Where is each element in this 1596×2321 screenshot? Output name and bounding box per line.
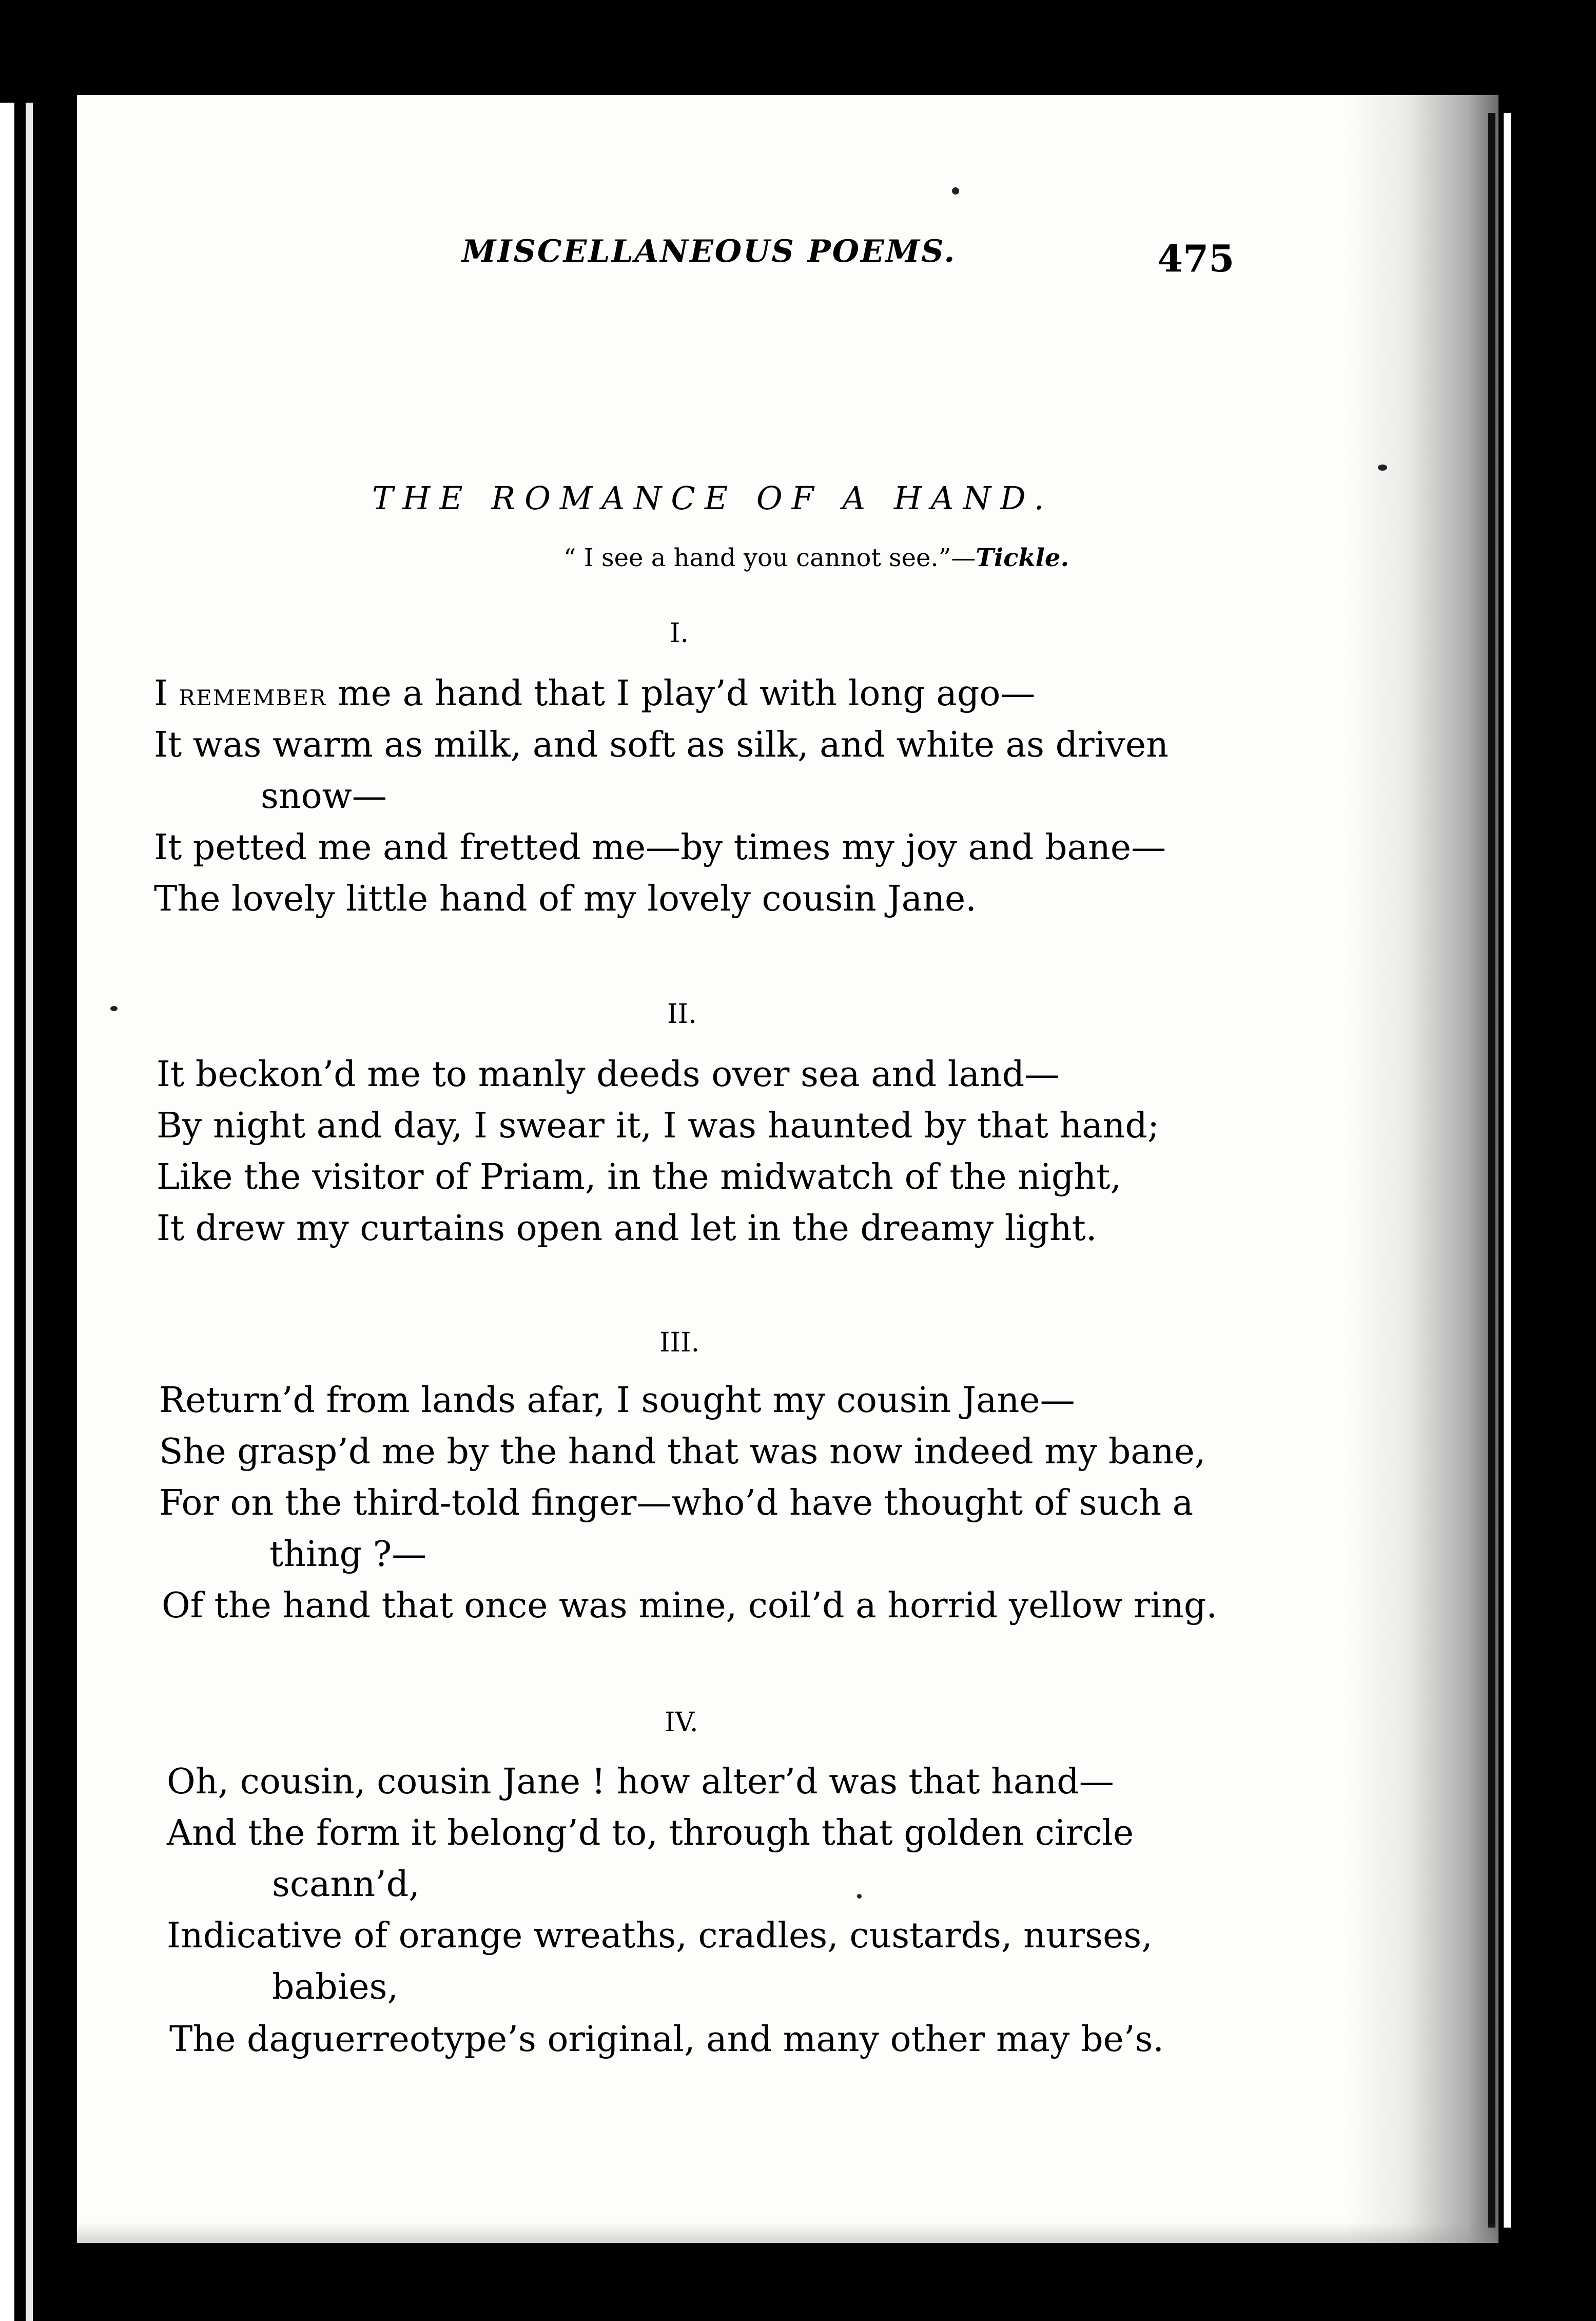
bottom-shadow: [77, 2222, 1498, 2243]
verse-line: It drew my curtains open and let in the dreamy light.: [157, 1208, 1097, 1249]
verse-line: [154, 673, 1036, 714]
verse-line: Oh, cousin, cousin Jane ! how alter’d was that hand—: [167, 1762, 1114, 1802]
verse-line: By night and day, I swear it, I was haunted by that hand;: [157, 1106, 1159, 1146]
verse-line-continuation: snow—: [261, 776, 387, 817]
verse-line-continuation: scann’d,: [272, 1864, 420, 1905]
stanza-numeral: I.: [670, 618, 689, 649]
page-edge-left: [0, 103, 14, 2321]
scan-speck: [1378, 465, 1387, 471]
verse-line: And the form it belong’d to, through that golden circle: [167, 1813, 1134, 1853]
verse-line: Like the visitor of Priam, in the midwatch of the night,: [157, 1157, 1122, 1197]
epigraph-source: Tickle.: [976, 544, 1069, 572]
verse-line: Indicative of orange wreaths, cradles, custards, nurses,: [167, 1916, 1153, 1956]
verse-line: Return’d from lands afar, I sought my cousin Jane—: [159, 1380, 1075, 1421]
scan-speck: [110, 1006, 118, 1011]
stanza-numeral: III.: [659, 1327, 700, 1358]
scan-speck: [857, 1894, 862, 1899]
verse-line: For on the third-told finger—who’d have thought of such a: [159, 1483, 1194, 1523]
poem-title: THE ROMANCE OF A HAND.: [372, 479, 1054, 517]
stanza-numeral: IV.: [665, 1707, 698, 1738]
scan-speck: [952, 187, 959, 195]
epigraph: [563, 546, 1069, 570]
running-header: MISCELLANEOUS POEMS.: [462, 234, 957, 269]
verse-line-continuation: thing ?—: [269, 1534, 427, 1575]
verse-line: Of the hand that once was mine, coil’d a horrid yellow ring.: [162, 1585, 1217, 1626]
epigraph-quote: “ I see a hand you cannot see.”—: [563, 544, 976, 572]
page-edge-right-outer: [1504, 113, 1511, 2228]
verse-line: The lovely little hand of my lovely cousin Jane.: [154, 879, 977, 919]
verse-line-continuation: babies,: [272, 1967, 399, 2007]
drop-word: I: [154, 673, 168, 714]
gutter-shadow: [1345, 95, 1498, 2243]
verse-line: It petted me and fretted me—by times my joy and bane—: [154, 827, 1166, 868]
verse-line: It was warm as milk, and soft as silk, and white as driven: [154, 725, 1169, 765]
opening-smallcaps: remember: [179, 677, 327, 713]
page-number: 475: [1157, 237, 1235, 280]
page-edge-right: [1488, 113, 1495, 2228]
stanza-numeral: II.: [667, 999, 697, 1030]
verse-line: The daguerreotype’s original, and many other may be’s.: [169, 2019, 1164, 2060]
line-rest: me a hand that I play’d with long ago—: [326, 673, 1036, 714]
verse-line: It beckon’d me to manly deeds over sea and land—: [157, 1054, 1060, 1095]
page-edge-left-inner: [26, 103, 33, 2321]
verse-line: She grasp’d me by the hand that was now indeed my bane,: [159, 1432, 1206, 1472]
